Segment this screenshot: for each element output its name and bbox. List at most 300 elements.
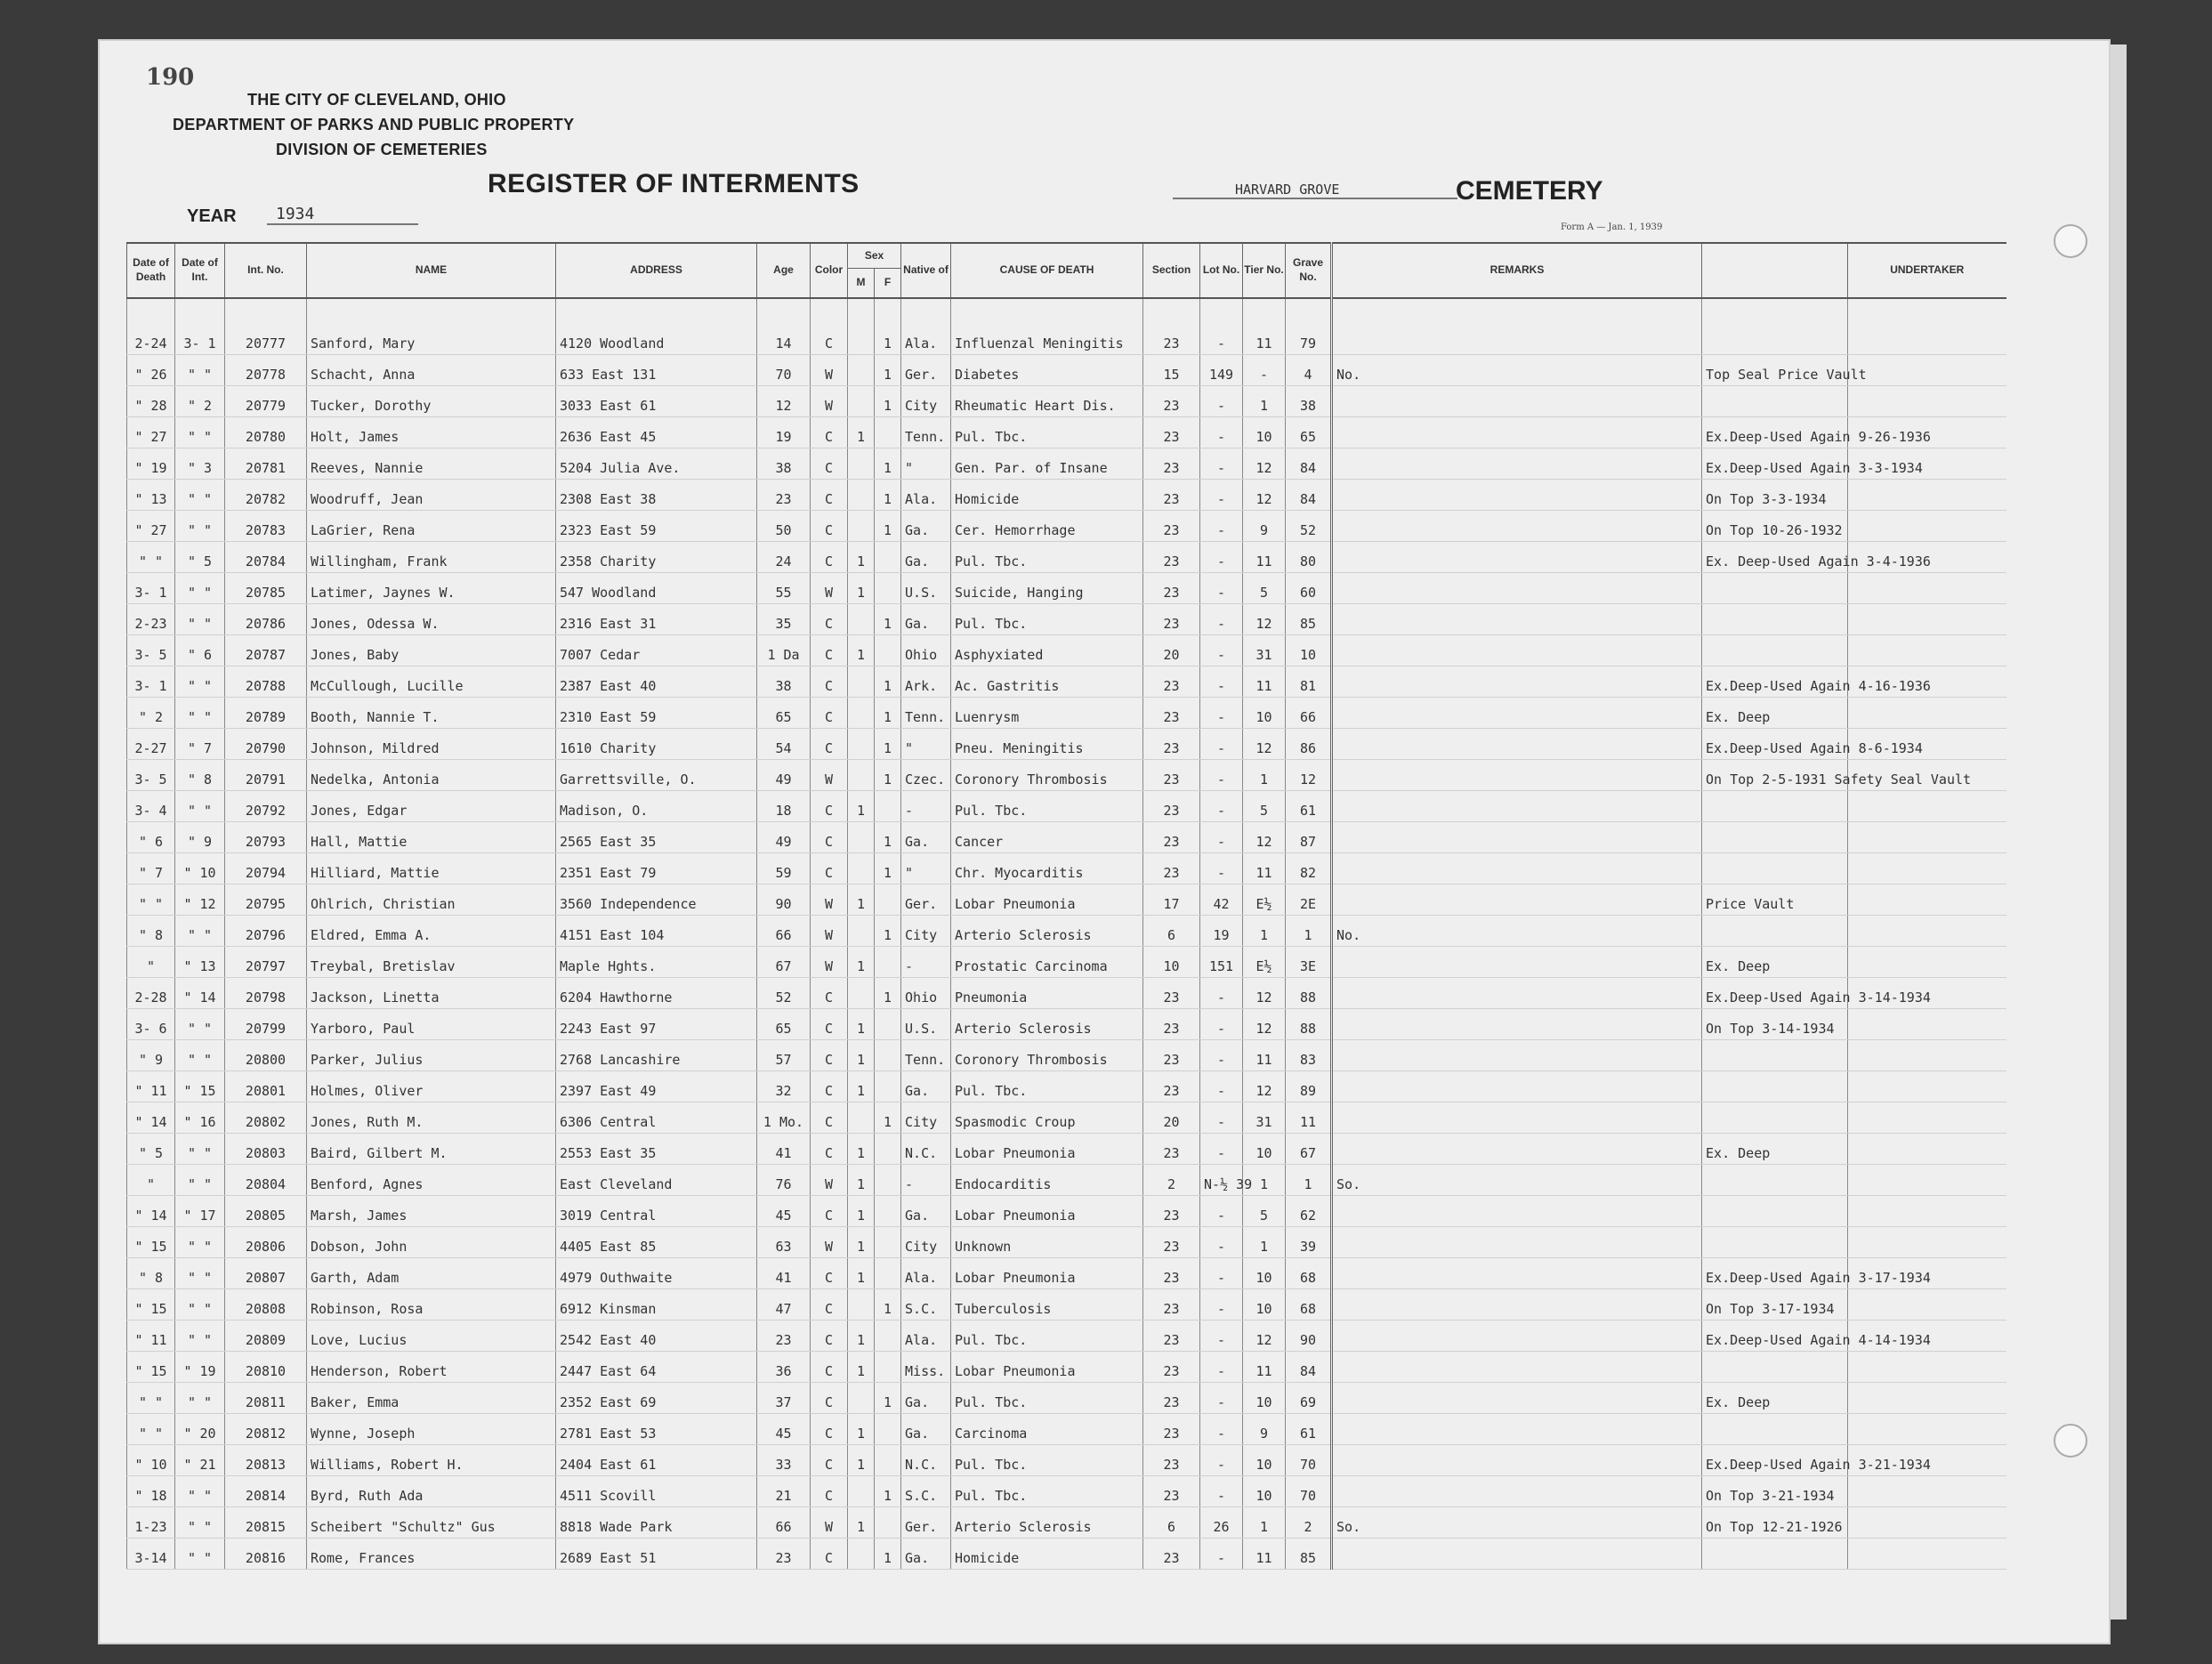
cell-sex-m: 1 [848, 1257, 875, 1288]
cell-section: 23 [1143, 728, 1200, 759]
cell-sex-f [875, 1351, 901, 1382]
cell-lot-no: - [1200, 666, 1243, 697]
cell-sex-f [875, 1444, 901, 1475]
cell-grave-no: 87 [1286, 821, 1332, 852]
cell-int-no: 20794 [225, 852, 307, 884]
cell-sex-f [875, 1070, 901, 1102]
cell-sex-m [848, 915, 875, 946]
cell-remarks: On Top 3-17-1934 [1702, 1288, 1848, 1320]
cell-sex-m: 1 [848, 1506, 875, 1538]
cell-sex-m [848, 323, 875, 354]
cell-date-of-death: 2-28 [127, 977, 175, 1008]
cell-date-of-int: " " [175, 1506, 225, 1538]
cell-address: 2404 East 61 [556, 1444, 757, 1475]
cell-tier-no: E½ [1243, 884, 1286, 915]
cell-section: 23 [1143, 1413, 1200, 1444]
cell-grave-no: 52 [1286, 510, 1332, 541]
cell-address: East Cleveland [556, 1164, 757, 1195]
cell-name: Reeves, Nannie [307, 448, 556, 479]
cell-name: Rome, Frances [307, 1538, 556, 1569]
cell-tier-no: 10 [1243, 1475, 1286, 1506]
cell-tier-no: 10 [1243, 416, 1286, 448]
cell-sex-m [848, 1475, 875, 1506]
cell-lot-no: - [1200, 479, 1243, 510]
cell-cause-of-death: Cer. Hemorrhage [951, 510, 1143, 541]
cell-date-of-int: " " [175, 1475, 225, 1506]
cell-cause-of-death: Chr. Myocarditis [951, 852, 1143, 884]
cell-cause-of-death: Carcinoma [951, 1413, 1143, 1444]
cell-int-no: 20811 [225, 1382, 307, 1413]
cell-tier-no: 1 [1243, 915, 1286, 946]
cell-age: 23 [757, 1320, 811, 1351]
cell-cause-of-death: Cancer [951, 821, 1143, 852]
cell-date-of-int: " 2 [175, 385, 225, 416]
cell-note [1332, 977, 1702, 1008]
cell-sex-m: 1 [848, 541, 875, 572]
interments-table [126, 242, 2006, 1570]
table-row [127, 603, 2006, 634]
cell-native-of: Czec. [901, 759, 951, 790]
table-row [127, 385, 2006, 416]
cell-note [1332, 1226, 1702, 1257]
cell-tier-no: 1 [1243, 759, 1286, 790]
cell-sex-m [848, 354, 875, 385]
cell-date-of-int: " " [175, 1320, 225, 1351]
cell-name: Yarboro, Paul [307, 1008, 556, 1039]
col-sex-m: M [848, 269, 875, 298]
cell-date-of-int: " " [175, 1164, 225, 1195]
cell-sex-f: 1 [875, 1382, 901, 1413]
cell-undertaker [1848, 1195, 2006, 1226]
cell-remarks: Ex.Deep-Used Again 4-14-1934 [1702, 1320, 1848, 1351]
cell-date-of-death: 2-23 [127, 603, 175, 634]
cell-date-of-int: " 9 [175, 821, 225, 852]
cell-undertaker [1848, 1288, 2006, 1320]
col-int-no: Int. No. [225, 243, 307, 298]
cell-name: Eldred, Emma A. [307, 915, 556, 946]
col-name: NAME [307, 243, 556, 298]
cell-remarks [1702, 1070, 1848, 1102]
cell-tier-no: 11 [1243, 666, 1286, 697]
cell-age: 50 [757, 510, 811, 541]
cell-sex-f [875, 1506, 901, 1538]
cell-color: W [811, 354, 848, 385]
cell-color: C [811, 852, 848, 884]
cell-cause-of-death: Arterio Sclerosis [951, 1008, 1143, 1039]
cell-undertaker [1848, 1475, 2006, 1506]
cell-int-no: 20806 [225, 1226, 307, 1257]
cell-note [1332, 852, 1702, 884]
table-row [127, 354, 2006, 385]
cell-native-of: Ga. [901, 1070, 951, 1102]
cell-cause-of-death: Arterio Sclerosis [951, 915, 1143, 946]
cell-date-of-int: " " [175, 666, 225, 697]
col-native-of: Native of [901, 243, 951, 298]
cell-age: 1 Mo. [757, 1102, 811, 1133]
cell-color: C [811, 1070, 848, 1102]
cell-cause-of-death: Spasmodic Croup [951, 1102, 1143, 1133]
table-row [127, 790, 2006, 821]
cell-note [1332, 1444, 1702, 1475]
cell-int-no: 20807 [225, 1257, 307, 1288]
cell-section: 23 [1143, 790, 1200, 821]
cell-address: 6912 Kinsman [556, 1288, 757, 1320]
table-row [127, 884, 2006, 915]
cell-remarks: Ex. Deep [1702, 1382, 1848, 1413]
cell-undertaker [1848, 479, 2006, 510]
cell-lot-no: - [1200, 1475, 1243, 1506]
cell-lot-no: 26 [1200, 1506, 1243, 1538]
cell-tier-no: 12 [1243, 977, 1286, 1008]
cell-note [1332, 323, 1702, 354]
cell-color: C [811, 510, 848, 541]
table-row [127, 1164, 2006, 1195]
cell-note [1332, 385, 1702, 416]
cell-native-of: Ger. [901, 354, 951, 385]
cell-sex-f: 1 [875, 354, 901, 385]
cell-age: 65 [757, 697, 811, 728]
cell-note [1332, 1008, 1702, 1039]
cell-native-of: Ark. [901, 666, 951, 697]
cell-name: Marsh, James [307, 1195, 556, 1226]
cell-sex-f: 1 [875, 821, 901, 852]
cell-remarks: On Top 2-5-1931 Safety Seal Vault [1702, 759, 1848, 790]
cell-tier-no: 1 [1243, 1164, 1286, 1195]
cell-int-no: 20786 [225, 603, 307, 634]
table-row [127, 541, 2006, 572]
cell-section: 2 [1143, 1164, 1200, 1195]
cell-color: C [811, 634, 848, 666]
cell-note [1332, 572, 1702, 603]
cell-age: 57 [757, 1039, 811, 1070]
cell-tier-no: 10 [1243, 697, 1286, 728]
cell-section: 20 [1143, 634, 1200, 666]
cell-section: 23 [1143, 1538, 1200, 1569]
cell-grave-no: 4 [1286, 354, 1332, 385]
cell-date-of-death: " 15 [127, 1288, 175, 1320]
cell-date-of-death: " 15 [127, 1351, 175, 1382]
cell-date-of-death: " 8 [127, 915, 175, 946]
cell-tier-no: 11 [1243, 323, 1286, 354]
cell-lot-no: - [1200, 572, 1243, 603]
cell-tier-no: 31 [1243, 634, 1286, 666]
cell-sex-m [848, 1102, 875, 1133]
cell-address: 2323 East 59 [556, 510, 757, 541]
cell-age: 12 [757, 385, 811, 416]
cell-cause-of-death: Lobar Pneumonia [951, 1257, 1143, 1288]
cell-sex-f [875, 790, 901, 821]
cell-remarks [1702, 1413, 1848, 1444]
cell-grave-no: 84 [1286, 448, 1332, 479]
cell-note [1332, 790, 1702, 821]
cell-lot-no: - [1200, 1195, 1243, 1226]
city-heading: THE CITY OF CLEVELAND, OHIO [247, 91, 506, 109]
cell-cause-of-death: Lobar Pneumonia [951, 1133, 1143, 1164]
cell-color: C [811, 977, 848, 1008]
cell-date-of-int: " " [175, 1133, 225, 1164]
cell-date-of-death: " 11 [127, 1070, 175, 1102]
cell-native-of: Ga. [901, 1195, 951, 1226]
cell-date-of-int: 3- 1 [175, 323, 225, 354]
cell-native-of: Ga. [901, 510, 951, 541]
cell-section: 17 [1143, 884, 1200, 915]
cell-name: Henderson, Robert [307, 1351, 556, 1382]
table-row [127, 510, 2006, 541]
cell-section: 6 [1143, 915, 1200, 946]
cell-age: 38 [757, 448, 811, 479]
cell-int-no: 20788 [225, 666, 307, 697]
cell-sex-f [875, 541, 901, 572]
cell-int-no: 20781 [225, 448, 307, 479]
cell-age: 59 [757, 852, 811, 884]
cell-lot-no: - [1200, 385, 1243, 416]
cell-date-of-int: " " [175, 510, 225, 541]
cell-int-no: 20782 [225, 479, 307, 510]
cell-sex-f: 1 [875, 915, 901, 946]
cell-grave-no: 86 [1286, 728, 1332, 759]
cell-remarks: Ex.Deep-Used Again 3-17-1934 [1702, 1257, 1848, 1288]
cell-age: 19 [757, 416, 811, 448]
cell-date-of-death: " 5 [127, 1133, 175, 1164]
cell-date-of-int: " " [175, 479, 225, 510]
cell-date-of-int: " " [175, 1226, 225, 1257]
cell-undertaker [1848, 385, 2006, 416]
cell-age: 90 [757, 884, 811, 915]
cell-undertaker [1848, 1070, 2006, 1102]
cell-lot-no: - [1200, 634, 1243, 666]
cell-remarks [1702, 1351, 1848, 1382]
cell-grave-no: 3E [1286, 946, 1332, 977]
cell-sex-f: 1 [875, 323, 901, 354]
col-tier-no: Tier No. [1243, 243, 1286, 298]
cell-note [1332, 1102, 1702, 1133]
cell-undertaker [1848, 821, 2006, 852]
cell-color: C [811, 448, 848, 479]
cell-lot-no: - [1200, 1102, 1243, 1133]
cell-lot-no: - [1200, 821, 1243, 852]
cell-int-no: 20800 [225, 1039, 307, 1070]
cell-sex-f [875, 416, 901, 448]
cell-tier-no: 10 [1243, 1382, 1286, 1413]
cell-remarks [1702, 1102, 1848, 1133]
cell-color: C [811, 1351, 848, 1382]
cell-native-of: Tenn. [901, 416, 951, 448]
cell-note: So. [1332, 1506, 1702, 1538]
cell-name: Baker, Emma [307, 1382, 556, 1413]
division-heading: DIVISION OF CEMETERIES [276, 141, 488, 158]
cell-int-no: 20799 [225, 1008, 307, 1039]
cell-native-of: Ga. [901, 541, 951, 572]
cell-lot-no: - [1200, 448, 1243, 479]
cell-date-of-death: " [127, 1164, 175, 1195]
form-label: Form A — Jan. 1, 1939 [1561, 222, 1663, 232]
cell-tier-no: 11 [1243, 541, 1286, 572]
cell-date-of-int: " 3 [175, 448, 225, 479]
table-row [127, 448, 2006, 479]
table-row [127, 977, 2006, 1008]
col-age: Age [757, 243, 811, 298]
cell-remarks [1702, 1195, 1848, 1226]
cell-sex-m [848, 448, 875, 479]
spacer-row [127, 298, 2006, 323]
cell-cause-of-death: Pul. Tbc. [951, 1382, 1143, 1413]
cell-tier-no: 5 [1243, 572, 1286, 603]
cell-grave-no: 66 [1286, 697, 1332, 728]
cell-color: C [811, 479, 848, 510]
cell-date-of-death: 3- 6 [127, 1008, 175, 1039]
cell-address: 2689 East 51 [556, 1538, 757, 1569]
cell-note [1332, 603, 1702, 634]
cell-cause-of-death: Luenrysm [951, 697, 1143, 728]
cell-native-of: " [901, 852, 951, 884]
cell-date-of-death: " " [127, 1413, 175, 1444]
cell-color: C [811, 728, 848, 759]
cell-address: 4405 East 85 [556, 1226, 757, 1257]
cell-native-of: - [901, 1164, 951, 1195]
cell-tier-no: 12 [1243, 603, 1286, 634]
register-page [100, 41, 2109, 1643]
cell-sex-m [848, 728, 875, 759]
cell-cause-of-death: Coronory Thrombosis [951, 759, 1143, 790]
cell-remarks [1702, 821, 1848, 852]
cell-tier-no: 10 [1243, 1133, 1286, 1164]
register-title: REGISTER OF INTERMENTS [488, 169, 860, 198]
cell-remarks: Ex. Deep-Used Again 3-4-1936 [1702, 541, 1848, 572]
cell-lot-no: - [1200, 790, 1243, 821]
cell-sex-m [848, 1382, 875, 1413]
cell-lot-no: 19 [1200, 915, 1243, 946]
cell-age: 35 [757, 603, 811, 634]
col-undertaker: UNDERTAKER [1848, 243, 2006, 298]
cell-tier-no: 1 [1243, 385, 1286, 416]
cell-lot-no: - [1200, 1008, 1243, 1039]
page-edge [2109, 44, 2127, 1620]
table-row [127, 416, 2006, 448]
cell-section: 23 [1143, 479, 1200, 510]
cell-tier-no: 10 [1243, 1444, 1286, 1475]
table-row [127, 1070, 2006, 1102]
cell-note [1332, 1382, 1702, 1413]
cell-undertaker [1848, 852, 2006, 884]
cell-section: 10 [1143, 946, 1200, 977]
cell-color: W [811, 1506, 848, 1538]
cell-native-of: Ohio [901, 977, 951, 1008]
cell-section: 23 [1143, 759, 1200, 790]
cell-sex-m [848, 977, 875, 1008]
cell-int-no: 20789 [225, 697, 307, 728]
cell-lot-no: N-½ 39 [1200, 1164, 1243, 1195]
cell-sex-f [875, 1413, 901, 1444]
col-sex: Sex [848, 243, 901, 269]
table-row [127, 1008, 2006, 1039]
cell-color: W [811, 915, 848, 946]
cell-sex-m [848, 759, 875, 790]
cell-grave-no: 89 [1286, 1070, 1332, 1102]
cell-sex-f: 1 [875, 1102, 901, 1133]
cell-int-no: 20802 [225, 1102, 307, 1133]
cell-date-of-int: " 21 [175, 1444, 225, 1475]
cell-sex-m: 1 [848, 572, 875, 603]
cell-cause-of-death: Rheumatic Heart Dis. [951, 385, 1143, 416]
cell-section: 23 [1143, 572, 1200, 603]
cell-remarks: Ex.Deep-Used Again 9-26-1936 [1702, 416, 1848, 448]
cell-section: 23 [1143, 1475, 1200, 1506]
cell-remarks [1702, 1164, 1848, 1195]
cell-age: 36 [757, 1351, 811, 1382]
cell-grave-no: 88 [1286, 1008, 1332, 1039]
table-row [127, 1133, 2006, 1164]
cell-cause-of-death: Influenzal Meningitis [951, 323, 1143, 354]
cell-grave-no: 82 [1286, 852, 1332, 884]
cell-section: 23 [1143, 821, 1200, 852]
cell-sex-m: 1 [848, 634, 875, 666]
cell-section: 20 [1143, 1102, 1200, 1133]
cell-color: C [811, 1288, 848, 1320]
cell-date-of-int: " 14 [175, 977, 225, 1008]
cell-date-of-int: " 8 [175, 759, 225, 790]
cell-int-no: 20801 [225, 1070, 307, 1102]
cell-date-of-death: " [127, 946, 175, 977]
cell-section: 23 [1143, 416, 1200, 448]
cell-tier-no: 12 [1243, 1008, 1286, 1039]
cell-color: C [811, 697, 848, 728]
cell-section: 23 [1143, 697, 1200, 728]
cell-sex-m: 1 [848, 1226, 875, 1257]
cell-date-of-int: " " [175, 416, 225, 448]
cell-sex-f: 1 [875, 479, 901, 510]
cell-section: 23 [1143, 666, 1200, 697]
page-number: 190 [146, 64, 195, 91]
cell-lot-no: 149 [1200, 354, 1243, 385]
cell-int-no: 20815 [225, 1506, 307, 1538]
table-row [127, 1320, 2006, 1351]
cell-note [1332, 821, 1702, 852]
cell-address: 8818 Wade Park [556, 1506, 757, 1538]
cell-undertaker [1848, 946, 2006, 977]
cell-note [1332, 510, 1702, 541]
cell-name: Holmes, Oliver [307, 1070, 556, 1102]
cell-address: 2542 East 40 [556, 1320, 757, 1351]
cell-address: 2768 Lancashire [556, 1039, 757, 1070]
cell-grave-no: 68 [1286, 1257, 1332, 1288]
cell-note [1332, 634, 1702, 666]
cell-name: Jones, Ruth M. [307, 1102, 556, 1133]
cell-address: 6204 Hawthorne [556, 977, 757, 1008]
cell-int-no: 20804 [225, 1164, 307, 1195]
cell-sex-m: 1 [848, 884, 875, 915]
cell-note [1332, 1288, 1702, 1320]
cell-address: 3560 Independence [556, 884, 757, 915]
cell-lot-no: - [1200, 416, 1243, 448]
cell-address: 3019 Central [556, 1195, 757, 1226]
cell-note [1332, 1538, 1702, 1569]
cell-section: 23 [1143, 1288, 1200, 1320]
cell-date-of-int: " 19 [175, 1351, 225, 1382]
cell-cause-of-death: Homicide [951, 479, 1143, 510]
cell-sex-m: 1 [848, 1070, 875, 1102]
cell-int-no: 20793 [225, 821, 307, 852]
cell-date-of-death: " 19 [127, 448, 175, 479]
cell-date-of-death: " 10 [127, 1444, 175, 1475]
cell-grave-no: 61 [1286, 790, 1332, 821]
cell-grave-no: 84 [1286, 1351, 1332, 1382]
cell-sex-f [875, 572, 901, 603]
cell-name: Hilliard, Mattie [307, 852, 556, 884]
cell-date-of-int: " 13 [175, 946, 225, 977]
cell-native-of: Ger. [901, 884, 951, 915]
cell-lot-no: - [1200, 852, 1243, 884]
cell-sex-f: 1 [875, 852, 901, 884]
